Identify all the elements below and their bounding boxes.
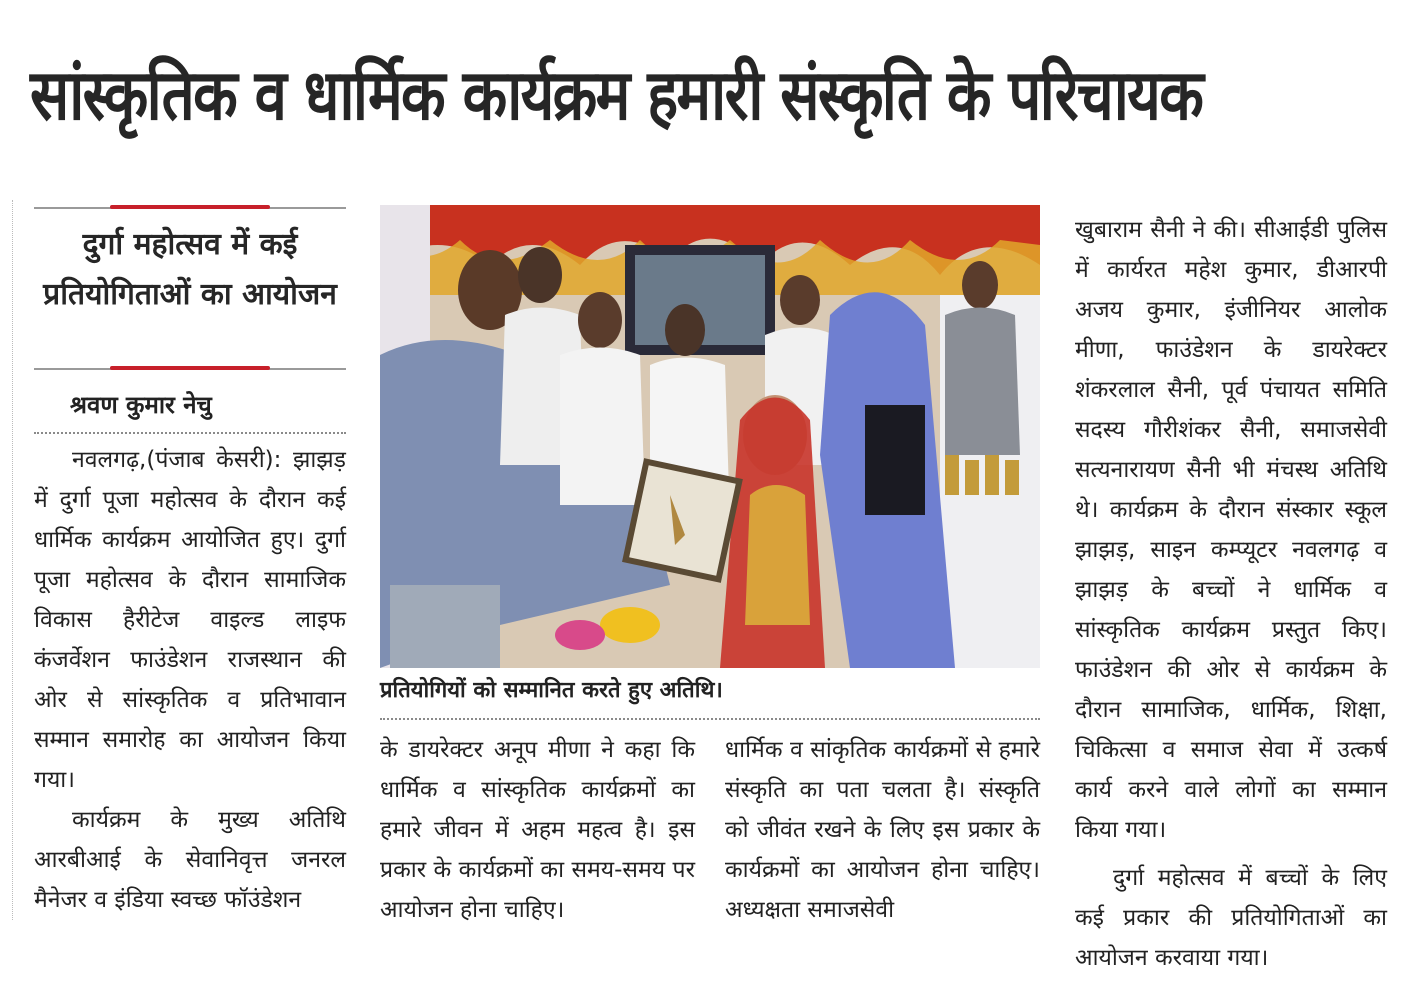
headline: सांस्कृतिक व धार्मिक कार्यक्रम हमारी संस्कृति के परिचायक [30,54,1203,136]
subheadline: दुर्गा महोत्सव में कई प्रतियोगिताओं का आयोजन [43,227,337,312]
article-photo [380,205,1040,668]
subhead-bottom-red-bar [110,366,270,370]
column-4-paragraph-1: खुबाराम सैनी ने की। सीआईडी पुलिस में कार्यरत महेश कुमार, डीआरपी अजय कुमार, इंजीनियर आलोक मीणा, फाउंडेशन के डायरेक्टर शंकरलाल सैनी, पूर्व पंचायत समिति सदस्य गौरीशंकर सैनी, समाजसेवी सत्यनारायण सैनी भी मंचस्थ अतिथि थे। कार्यक्रम के दौरान संस्कार स्कूल झाझड़, साइन कम्प्यूटर नवलगढ़ व झाझड़ के बच्चों ने धार्मिक व सांस्कृतिक कार्यक्रम प्रस्तुत किए। फाउंडेशन की ओर से कार्यक्रम के दौरान सामाजिक, धार्मिक, शिक्षा, चिकित्सा व समाज सेवा में उत्कर्ष कार्य करने वाले लोगों का सम्मान किया गया। [1075,217,1387,843]
column-1-paragraph-1: नवलगढ़,(पंजाब केसरी): झाझड़ में दुर्गा पूजा महोत्सव के दौरान कई धार्मिक कार्यक्रम आयोजित हुए। दुर्गा पूजा महोत्सव के दौरान सामाजिक विकास हैरीटेज वाइल्ड लाइफ कंजर्वेशन फाउंडेशन राजस्थान की ओर से सांस्कृतिक व प्रतिभावान सम्मान समारोह का आयोजन किया गया। [34,447,346,793]
article-column-2 [380,730,695,930]
column-4-paragraph-2: दुर्गा महोत्सव में बच्चों के लिए कई प्रकार की प्रतियोगिताओं का आयोजन करवाया गया। [1075,865,1387,971]
photo-caption: प्रतियोगियों को सम्मानित करते हुए अतिथि। [380,678,723,703]
column-3-paragraph: धार्मिक व सांकृतिक कार्यक्रमों से हमारे संस्कृति का पता चलता है। संस्कृति को जीवंत रखने के लिए इस प्रकार के कार्यक्रमों का आयोजन होना चाहिए। अध्यक्षता समाजसेवी [725,737,1040,923]
column-2-paragraph: के डायरेक्टर अनूप मीणा ने कहा कि धार्मिक व सांस्कृतिक कार्यक्रमों का हमारे जीवन में अहम महत्व है। इस प्रकार के कार्यक्रमों का समय-समय पर आयोजन होना चाहिए। [380,737,695,923]
subhead-top-red-bar [110,205,270,209]
byline: श्रवण कुमार नेचु [70,391,212,419]
article-column-1 [34,440,346,920]
caption-divider [380,718,1040,720]
article-column-4 [1075,210,1387,978]
article-column-3 [725,730,1040,930]
byline-divider [34,432,346,434]
page-edge-column-remnant [0,200,13,920]
column-1-paragraph-2: कार्यक्रम के मुख्य अतिथि आरबीआई के सेवानिवृत्त जनरल मैनेजर व इंडिया स्वच्छ फॉउंडेशन [34,807,346,913]
